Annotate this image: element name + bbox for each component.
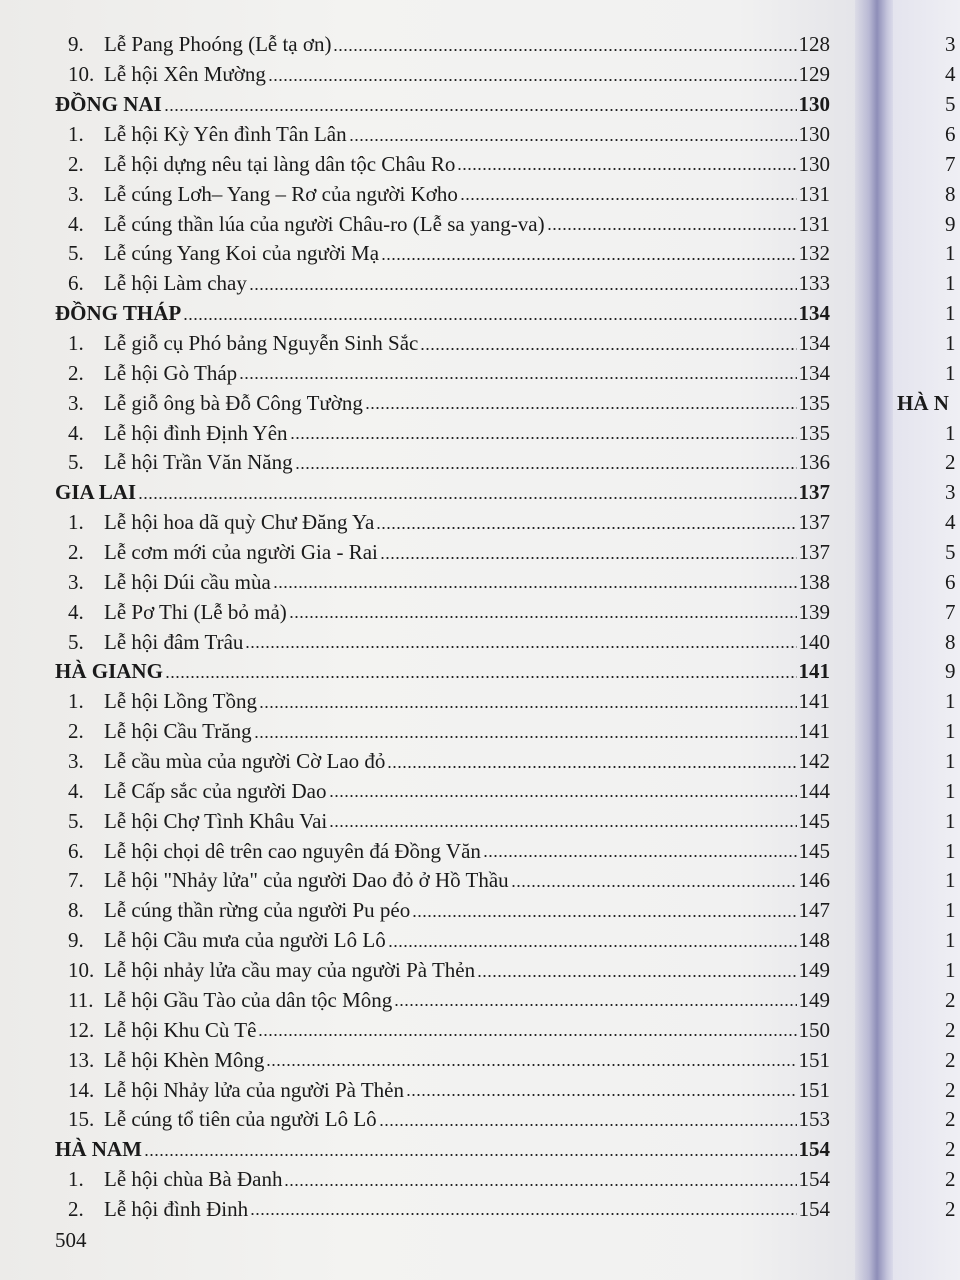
dot-leader	[381, 256, 796, 262]
entry-number: 2.	[68, 1196, 84, 1221]
right-book-page	[893, 0, 960, 1280]
dot-leader	[273, 584, 797, 590]
dot-leader	[457, 166, 796, 172]
entry-number: 3.	[68, 749, 84, 774]
entry-number: 15.	[68, 1107, 95, 1132]
dot-leader	[144, 1152, 797, 1158]
entry-page-number: 137	[798, 540, 830, 565]
dot-leader	[284, 1182, 796, 1188]
toc-entry	[0, 956, 830, 986]
entry-number: 6.	[68, 838, 84, 863]
entry-title: Lễ Pang Phoóng (Lễ tạ ơn)	[104, 32, 332, 57]
toc-entry	[0, 269, 830, 299]
toc-section-heading	[0, 90, 830, 120]
dot-leader	[349, 137, 797, 143]
entry-number: 1.	[68, 1167, 84, 1192]
right-entry-number: 2	[945, 1017, 956, 1042]
right-entry-number: 1	[945, 868, 956, 893]
dot-leader	[239, 375, 796, 381]
entry-title: Lễ hội chùa Bà Đanh	[104, 1167, 283, 1192]
toc-section-heading	[0, 478, 830, 508]
entry-title: Lễ hội Trần Văn Năng	[104, 450, 293, 475]
dot-leader	[329, 793, 797, 799]
entry-number: 6.	[68, 271, 84, 296]
dot-leader	[547, 226, 797, 232]
right-entry-number: 6	[945, 569, 956, 594]
dot-leader	[333, 47, 796, 53]
right-entry-number: 7	[945, 151, 956, 176]
entry-title: Lễ hội Xên Mường	[104, 62, 266, 87]
toc-entry	[0, 448, 830, 478]
dot-leader	[289, 614, 797, 620]
entry-page-number: 145	[798, 808, 830, 833]
toc-entry	[0, 747, 830, 777]
book-gutter	[855, 0, 895, 1280]
entry-title: Lễ Pơ Thi (Lễ bỏ mả)	[104, 599, 287, 624]
entry-page-number: 141	[798, 719, 830, 744]
entry-number: 8.	[68, 898, 84, 923]
entry-title: Lễ hội Cầu Trăng	[104, 719, 252, 744]
toc-entry	[0, 866, 830, 896]
right-entry-number: 1	[945, 360, 956, 385]
dot-leader	[387, 764, 796, 770]
dot-leader	[183, 316, 796, 322]
toc-entry	[0, 717, 830, 747]
right-entry-number: 9	[945, 211, 956, 236]
entry-number: 2.	[68, 540, 84, 565]
dot-leader	[460, 196, 797, 202]
toc-entry	[0, 60, 830, 90]
right-entry-number: 1	[945, 958, 956, 983]
entry-title: Lễ hội dựng nêu tại làng dân tộc Châu Ro	[104, 151, 456, 176]
entry-title: Lễ cúng thần lúa của người Châu-ro (Lễ sa yang-va)	[104, 211, 545, 236]
entry-number: 10.	[68, 62, 95, 87]
right-entry-number: 1	[945, 331, 956, 356]
entry-number: 12.	[68, 1017, 95, 1042]
right-entry-number: 3	[945, 32, 956, 57]
entry-page-number: 139	[798, 599, 830, 624]
toc-entry	[0, 1105, 830, 1135]
entry-page-number: 137	[798, 480, 830, 505]
entry-title: Lễ hội Khèn Mông	[104, 1047, 265, 1072]
dot-leader	[295, 465, 797, 471]
entry-page-number: 131	[798, 211, 830, 236]
entry-page-number: 128	[798, 32, 830, 57]
entry-number: 1.	[68, 689, 84, 714]
entry-page-number: 142	[798, 749, 830, 774]
right-entry-number: 7	[945, 599, 956, 624]
entry-title: Lễ hội Chợ Tình Khâu Vai	[104, 808, 328, 833]
right-entry-number: 2	[945, 1107, 956, 1132]
right-entry-number: 1	[945, 719, 956, 744]
dot-leader	[258, 1032, 796, 1038]
entry-title: Lễ hội Làm chay	[104, 271, 247, 296]
entry-number: 3.	[68, 181, 84, 206]
entry-title: Lễ cúng tổ tiên của người Lô Lô	[104, 1107, 377, 1132]
entry-number: 14.	[68, 1077, 95, 1102]
toc-entry	[0, 687, 830, 717]
entry-title: HÀ NAM	[55, 1137, 142, 1162]
entry-number: 7.	[68, 868, 84, 893]
entry-page-number: 131	[798, 181, 830, 206]
dot-leader	[388, 943, 797, 949]
right-entry-number: 6	[945, 122, 956, 146]
entry-number: 3.	[68, 390, 84, 415]
entry-title: Lễ cầu mùa của người Cờ Lao đỏ	[104, 749, 386, 774]
toc-entry	[0, 597, 830, 627]
right-entry-number: 1	[945, 241, 956, 266]
toc-entry	[0, 1195, 830, 1225]
entry-title: Lễ hội Khu Cù Tê	[104, 1017, 257, 1042]
dot-leader	[249, 286, 797, 292]
entry-title: HÀ GIANG	[55, 659, 163, 684]
entry-number: 5.	[68, 808, 84, 833]
entry-number: 9.	[68, 32, 84, 57]
entry-number: 5.	[68, 450, 84, 475]
toc-entry	[0, 538, 830, 568]
entry-page-number: 138	[798, 569, 830, 594]
entry-number: 13.	[68, 1047, 95, 1072]
entry-title: Lễ cơm mới của người Gia - Rai	[104, 540, 378, 565]
entry-title: Lễ hội Cầu mưa của người Lô Lô	[104, 928, 386, 953]
entry-title: Lễ hội đình Đinh	[104, 1196, 249, 1221]
right-entry-number: 1	[945, 301, 956, 326]
dot-leader	[254, 734, 797, 740]
toc-entry	[0, 1165, 830, 1195]
entry-page-number: 151	[798, 1077, 830, 1102]
entry-page-number: 135	[798, 420, 830, 445]
right-entry-number: 2	[945, 1047, 956, 1072]
dot-leader	[394, 1002, 796, 1008]
toc-entry	[0, 1045, 830, 1075]
toc-entry	[0, 418, 830, 448]
toc-entry	[0, 627, 830, 657]
entry-page-number: 151	[798, 1047, 830, 1072]
entry-number: 11.	[68, 987, 94, 1012]
dot-leader	[165, 674, 797, 680]
dot-leader	[406, 1092, 797, 1098]
right-entry-number: 8	[945, 181, 956, 206]
toc-entry	[0, 179, 830, 209]
right-entry-number: 1	[945, 928, 956, 953]
entry-page-number: 150	[798, 1017, 830, 1042]
entry-title: Lễ cúng Lơh– Yang – Rơ của người Kơho	[104, 181, 458, 206]
entry-title: Lễ cúng thần rừng của người Pu péo	[104, 898, 411, 923]
right-entry-number: 1	[945, 808, 956, 833]
entry-number: 3.	[68, 569, 84, 594]
entry-page-number: 134	[798, 360, 830, 385]
entry-title: Lễ cúng Yang Koi của người Mạ	[104, 241, 380, 266]
entry-number: 4.	[68, 420, 84, 445]
table-of-contents	[0, 30, 830, 1224]
dot-leader	[266, 1062, 796, 1068]
dot-leader	[250, 1211, 796, 1217]
entry-number: 2.	[68, 719, 84, 744]
entry-page-number: 141	[798, 689, 830, 714]
toc-entry	[0, 896, 830, 926]
right-entry-number: 3	[945, 480, 956, 505]
entry-number: 5.	[68, 629, 84, 654]
toc-entry	[0, 239, 830, 269]
entry-page-number: 140	[798, 629, 830, 654]
entry-number: 9.	[68, 928, 84, 953]
toc-section-heading	[0, 299, 830, 329]
dot-leader	[380, 555, 797, 561]
right-entry-number: 4	[945, 510, 956, 535]
right-section-heading: HÀ N	[897, 390, 949, 415]
entry-title: Lễ hội đình Định Yên	[104, 420, 288, 445]
entry-page-number: 137	[798, 510, 830, 535]
entry-page-number: 136	[798, 450, 830, 475]
right-entry-number: 2	[945, 1196, 956, 1221]
entry-page-number: 154	[798, 1167, 830, 1192]
right-entry-number: 8	[945, 629, 956, 654]
toc-entry	[0, 567, 830, 597]
entry-number: 4.	[68, 778, 84, 803]
entry-page-number: 146	[798, 868, 830, 893]
entry-title: Lễ hội "Nhảy lửa" của người Dao đỏ ở Hồ Thầu	[104, 868, 509, 893]
toc-entry	[0, 986, 830, 1016]
toc-entry	[0, 1075, 830, 1105]
entry-page-number: 147	[798, 898, 830, 923]
entry-page-number: 148	[798, 928, 830, 953]
entry-title: Lễ hội đâm Trâu	[104, 629, 244, 654]
right-entry-number: 1	[945, 689, 956, 714]
entry-title: Lễ hội Dúi cầu mùa	[104, 569, 271, 594]
dot-leader	[290, 435, 797, 441]
entry-number: 1.	[68, 122, 84, 146]
entry-title: Lễ hội chọi dê trên cao nguyên đá Đồng Văn	[104, 838, 481, 863]
entry-number: 5.	[68, 241, 84, 266]
right-entry-number: 2	[945, 1077, 956, 1102]
entry-page-number: 134	[798, 301, 830, 326]
entry-title: Lễ hội Nhảy lửa của người Pà Thẻn	[104, 1077, 404, 1102]
entry-page-number: 132	[798, 241, 830, 266]
toc-entry	[0, 926, 830, 956]
entry-number: 10.	[68, 958, 95, 983]
right-entry-number: 5	[945, 92, 956, 117]
toc-entry	[0, 776, 830, 806]
right-page-entries	[897, 30, 956, 1224]
entry-number: 1.	[68, 510, 84, 535]
entry-page-number: 153	[798, 1107, 830, 1132]
entry-title: Lễ hội Kỳ Yên đình Tân Lân	[104, 122, 347, 146]
toc-entry	[0, 836, 830, 866]
entry-number: 2.	[68, 360, 84, 385]
entry-number: 2.	[68, 151, 84, 176]
dot-leader	[164, 107, 797, 113]
entry-page-number: 129	[798, 62, 830, 87]
right-entry-number: 1	[945, 420, 956, 445]
right-entry-number: 2	[945, 987, 956, 1012]
dot-leader	[365, 405, 797, 411]
entry-title: Lễ hội Gầu Tào của dân tộc Mông	[104, 987, 393, 1012]
entry-title: Lễ giỗ ông bà Đỗ Công Tường	[104, 390, 363, 415]
dot-leader	[245, 644, 796, 650]
toc-section-heading	[0, 1135, 830, 1165]
toc-entry	[0, 806, 830, 836]
entry-title: Lễ hội nhảy lửa cầu may của người Pà Thẻn	[104, 958, 476, 983]
toc-entry	[0, 388, 830, 418]
toc-entry	[0, 120, 830, 150]
entry-number: 4.	[68, 211, 84, 236]
toc-entry	[0, 30, 830, 60]
dot-leader	[268, 77, 797, 83]
entry-page-number: 141	[798, 659, 830, 684]
toc-entry	[0, 209, 830, 239]
right-entry-number: 2	[945, 450, 956, 475]
right-entry-number: 1	[945, 898, 956, 923]
right-entry-number: 9	[945, 659, 956, 684]
entry-title: Lễ hội hoa dã quỳ Chư Đăng Ya	[104, 510, 375, 535]
entry-page-number: 134	[798, 331, 830, 356]
dot-leader	[138, 495, 796, 501]
toc-entry	[0, 358, 830, 388]
dot-leader	[483, 853, 797, 859]
dot-leader	[511, 883, 797, 889]
entry-title: ĐỒNG NAI	[55, 92, 162, 117]
entry-page-number: 133	[798, 271, 830, 296]
right-entry-number: 4	[945, 62, 956, 87]
toc-entry	[0, 508, 830, 538]
entry-page-number: 149	[798, 987, 830, 1012]
entry-page-number: 149	[798, 958, 830, 983]
dot-leader	[379, 1122, 797, 1128]
dot-leader	[412, 913, 796, 919]
toc-entry	[0, 1015, 830, 1045]
dot-leader	[329, 823, 796, 829]
entry-title: Lễ Cấp sắc của người Dao	[104, 778, 327, 803]
entry-title: Lễ hội Gò Tháp	[104, 360, 238, 385]
dot-leader	[420, 346, 796, 352]
toc-entry	[0, 149, 830, 179]
page-number: 504	[55, 1228, 87, 1252]
dot-leader	[477, 973, 796, 979]
right-entry-number: 2	[945, 1167, 956, 1192]
right-entry-number: 1	[945, 271, 956, 296]
right-entry-number: 1	[945, 838, 956, 863]
entry-page-number: 130	[798, 122, 830, 146]
right-entry-number: 2	[945, 1137, 956, 1162]
toc-section-heading	[0, 657, 830, 687]
entry-title: Lễ giỗ cụ Phó bảng Nguyễn Sinh Sắc	[104, 331, 419, 356]
right-entry-number: 1	[945, 749, 956, 774]
entry-page-number: 145	[798, 838, 830, 863]
entry-page-number: 130	[798, 92, 830, 117]
entry-page-number: 144	[798, 778, 830, 803]
entry-title: ĐỒNG THÁP	[55, 301, 182, 326]
entry-title: GIA LAI	[55, 480, 137, 505]
toc-entry	[0, 329, 830, 359]
entry-page-number: 154	[798, 1196, 830, 1221]
dot-leader	[259, 704, 796, 710]
entry-page-number: 135	[798, 390, 830, 415]
entry-page-number: 154	[798, 1137, 830, 1162]
entry-page-number: 130	[798, 151, 830, 176]
dot-leader	[376, 525, 796, 531]
entry-title: Lễ hội Lồng Tồng	[104, 689, 258, 714]
entry-number: 4.	[68, 599, 84, 624]
right-entry-number: 5	[945, 540, 956, 565]
entry-number: 1.	[68, 331, 84, 356]
right-entry-number: 1	[945, 778, 956, 803]
